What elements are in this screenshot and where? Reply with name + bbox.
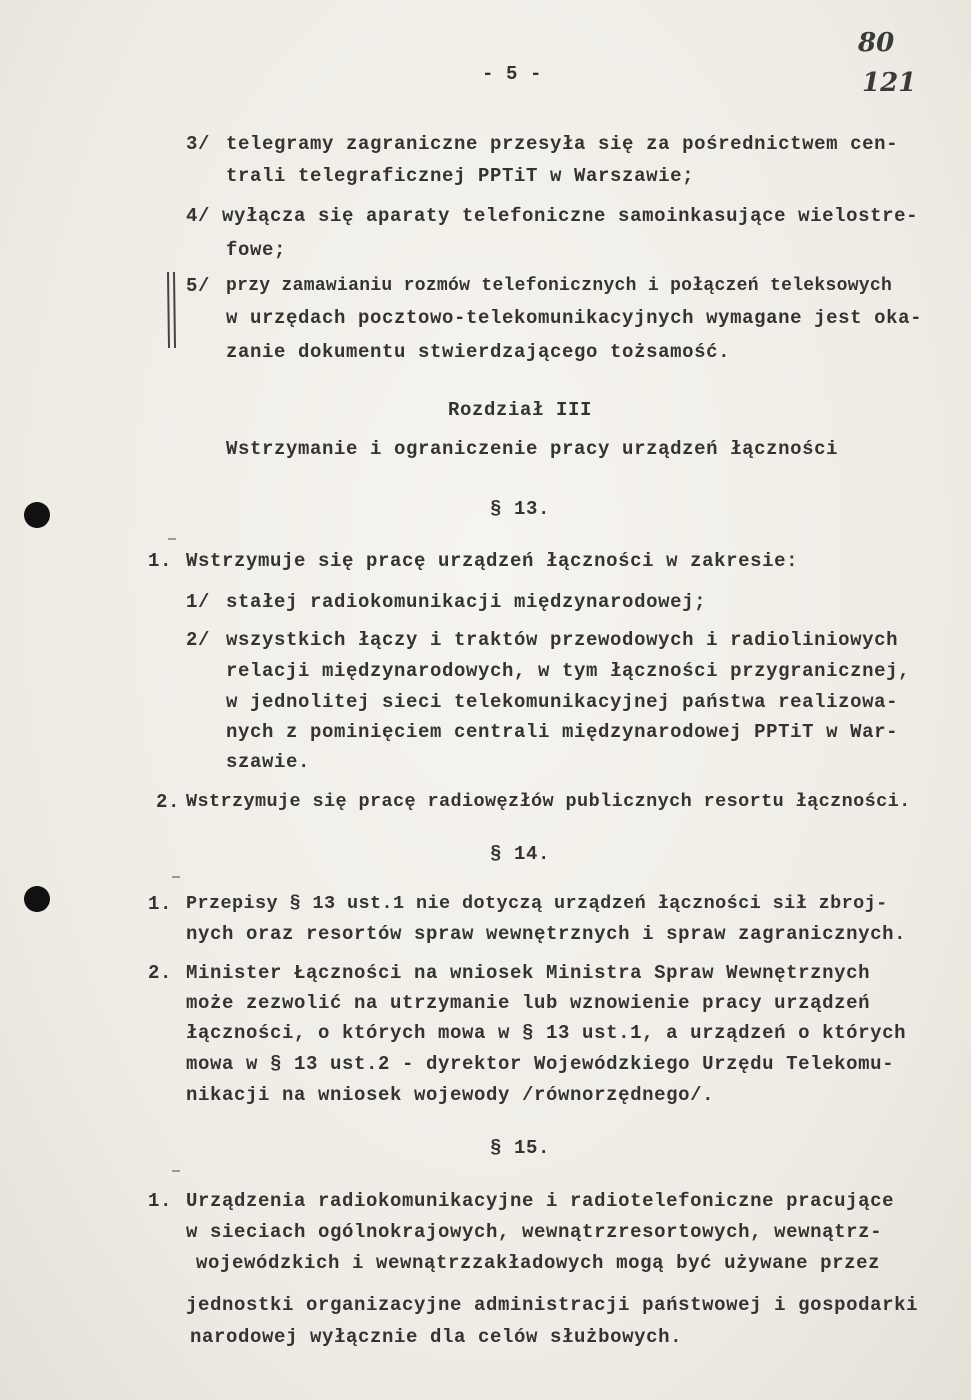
item-text-line: w jednolitej sieci telekomunikacyjnej państwa realizowa- xyxy=(226,691,899,713)
paragraph-text-line: w sieciach ogólnokrajowych, wewnątrzresortowych, wewnątrz- xyxy=(186,1221,883,1243)
item-text-line: wyłącza się aparaty telefoniczne samoinkasujące wielostre- xyxy=(222,205,919,227)
paragraph-number: 1. xyxy=(148,550,173,572)
paragraph-text: Wstrzymuje się pracę urządzeń łączności w zakresie: xyxy=(186,550,799,572)
item-text-line: fowe; xyxy=(226,239,287,261)
paragraph-number: 2. xyxy=(148,962,173,984)
section-heading: § 13. xyxy=(490,498,551,520)
item-text-line: stałej radiokomunikacji międzynarodowej; xyxy=(226,591,707,613)
margin-mark-icon xyxy=(164,270,180,350)
paragraph-text-line: wojewódzkich i wewnątrzzakładowych mogą być używane przez xyxy=(196,1252,881,1274)
paragraph-text-line: jednostki organizacyjne administracji państwowej i gospodarki xyxy=(186,1294,919,1316)
item-text-line: relacji międzynarodowych, w tym łączności przygranicznej, xyxy=(226,660,911,682)
item-text-line: w urzędach pocztowo-telekomunikacyjnych wymagane jest oka- xyxy=(226,307,923,329)
paragraph-text-line: Przepisy § 13 ust.1 nie dotyczą urządzeń łączności sił zbroj- xyxy=(186,893,888,914)
punch-hole-top xyxy=(24,502,50,528)
chapter-subtitle: Wstrzymanie i ograniczenie pracy urządzeń łączności xyxy=(226,438,839,460)
section-heading: § 15. xyxy=(490,1137,551,1159)
paragraph-text-line: może zezwolić na utrzymanie lub wznowienie pracy urządzeń xyxy=(186,992,871,1014)
item-text-line: zanie dokumentu stwierdzającego tożsamość. xyxy=(226,341,731,363)
paragraph-text-line: narodowej wyłącznie dla celów służbowych. xyxy=(190,1326,683,1348)
item-number: 5/ xyxy=(186,275,211,297)
item-number: 1/ xyxy=(186,591,211,613)
item-text-line: szawie. xyxy=(226,751,311,773)
paragraph-text: Wstrzymuje się pracę radiowęzłów publicznych resortu łączności. xyxy=(186,791,911,812)
paragraph-text-line: nych oraz resortów spraw wewnętrznych i spraw zagranicznych. xyxy=(186,923,907,945)
item-number: 4/ xyxy=(186,205,211,227)
item-text-line: wszystkich łączy i traktów przewodowych i radioliniowych xyxy=(226,629,899,651)
paragraph-number: 2. xyxy=(156,791,181,813)
item-text-line: trali telegraficznej PPTiT w Warszawie; xyxy=(226,165,695,187)
chapter-title: Rozdział III xyxy=(448,399,593,421)
paragraph-number: 1. xyxy=(148,1190,173,1212)
section-heading: § 14. xyxy=(490,843,551,865)
paragraph-text-line: Minister Łączności na wniosek Ministra Spraw Wewnętrznych xyxy=(186,962,871,984)
handwritten-number-bottom: 121 xyxy=(862,68,917,98)
item-text-line: przy zamawianiu rozmów telefonicznych i połączeń teleksowych xyxy=(226,276,893,296)
item-text-line: telegramy zagraniczne przesyła się za pośrednictwem cen- xyxy=(226,133,899,155)
punch-hole-bottom xyxy=(24,886,50,912)
page-number: - 5 - xyxy=(482,63,543,85)
paragraph-text-line: mowa w § 13 ust.2 - dyrektor Wojewódzkiego Urzędu Telekomu- xyxy=(186,1053,895,1075)
item-number: 2/ xyxy=(186,629,211,651)
paragraph-text-line: łączności, o których mowa w § 13 ust.1, a urządzeń o których xyxy=(186,1022,907,1044)
item-text-line: nych z pominięciem centrali międzynarodowej PPTiT w War- xyxy=(226,721,899,743)
item-number: 3/ xyxy=(186,133,211,155)
paragraph-number: 1. xyxy=(148,893,173,915)
paragraph-text-line: nikacji na wniosek wojewody /równorzędnego/. xyxy=(186,1084,715,1106)
paragraph-text-line: Urządzenia radiokomunikacyjne i radiotelefoniczne pracujące xyxy=(186,1190,895,1212)
handwritten-number-top: 80 xyxy=(858,28,895,58)
